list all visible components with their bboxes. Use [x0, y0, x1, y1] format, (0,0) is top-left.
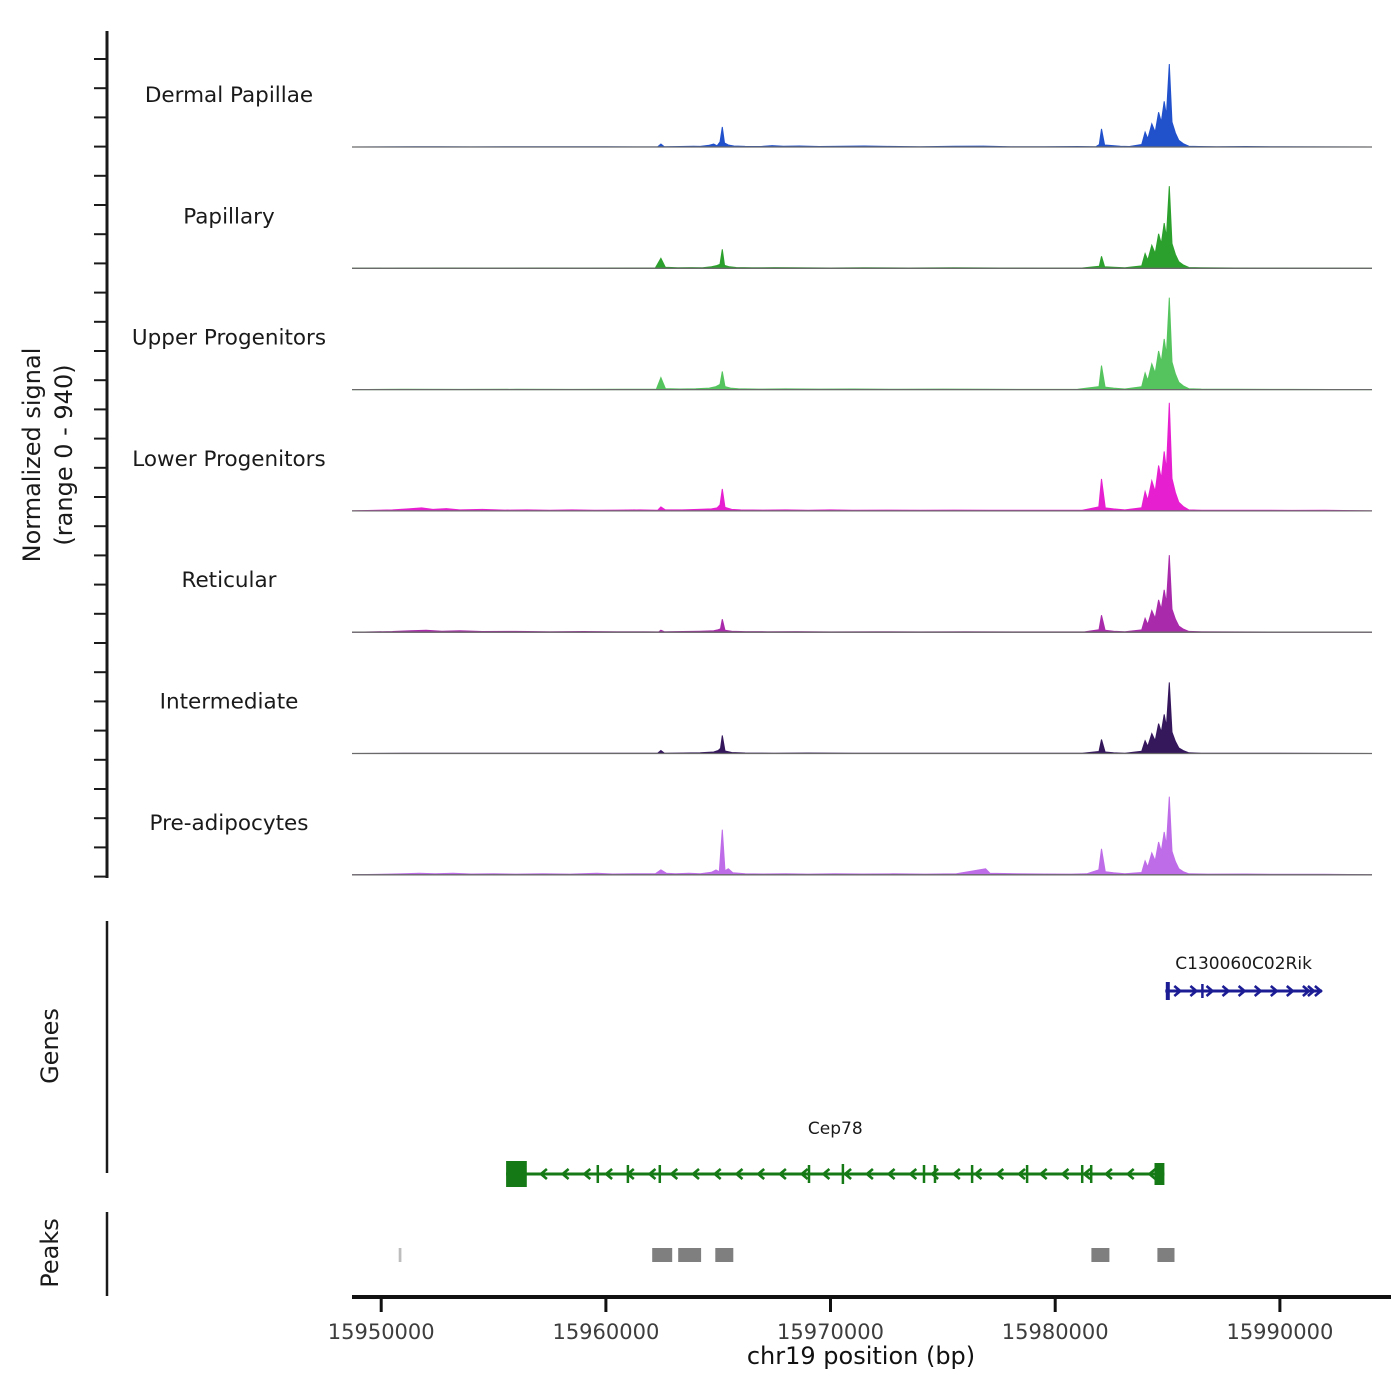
track-signal-area — [352, 186, 1372, 268]
gene-label-cep78: Cep78 — [807, 1119, 863, 1139]
gene-c130060c02rik — [1165, 954, 1322, 1000]
gene-label-c130060c02rik: C130060C02Rik — [1175, 954, 1312, 974]
track-pre-adipocytes — [150, 797, 1372, 875]
track-label-papillary: Papillary — [183, 204, 275, 230]
track-intermediate — [160, 682, 1372, 753]
x-axis-title: chr19 position (bp) — [746, 1342, 976, 1370]
peak-interval-box — [678, 1248, 701, 1262]
track-label-intermediate: Intermediate — [159, 689, 299, 715]
signal-y-axis — [94, 31, 107, 878]
track-reticular — [181, 555, 1372, 632]
track-signal-area — [352, 682, 1372, 753]
track-upper-progenitors — [132, 298, 1372, 390]
track-label-reticular: Reticular — [181, 568, 277, 594]
track-signal-area — [352, 298, 1372, 390]
gene-exon-box — [506, 1161, 527, 1187]
x-axis-tick-label: 15980000 — [1001, 1320, 1109, 1344]
track-label-dermal-papillae: Dermal Papillae — [144, 83, 314, 108]
peak-interval-box — [715, 1248, 733, 1262]
track-signal-area — [352, 64, 1372, 147]
gene-exon-box — [1166, 982, 1170, 1000]
track-label-upper-progenitors: Upper Progenitors — [131, 325, 327, 351]
track-lower-progenitors — [132, 403, 1372, 511]
y-axis-label-line2: (range 0 - 940) — [50, 364, 78, 546]
genes-section-label: Genes — [36, 1008, 64, 1084]
track-dermal-papillae — [145, 64, 1372, 147]
peak-interval-box — [399, 1248, 402, 1262]
x-axis-tick-label: 15990000 — [1226, 1320, 1334, 1344]
x-axis-tick-label: 15950000 — [327, 1320, 435, 1344]
track-papillary — [183, 186, 1372, 268]
peaks-section-label: Peaks — [36, 1218, 64, 1288]
track-label-pre-adipocytes: Pre-adipocytes — [149, 810, 309, 836]
x-axis — [328, 1297, 1391, 1344]
track-signal-area — [352, 403, 1372, 511]
track-signal-area — [352, 797, 1372, 875]
peak-interval-box — [652, 1248, 672, 1262]
gene-models — [506, 954, 1322, 1187]
peak-interval-box — [1091, 1248, 1109, 1262]
peak-intervals — [399, 1248, 1175, 1262]
track-label-lower-progenitors: Lower Progenitors — [132, 446, 326, 472]
x-axis-tick-label: 15970000 — [777, 1320, 884, 1344]
gene-cep78 — [506, 1119, 1164, 1187]
y-axis-label-line1: Normalized signal — [18, 347, 46, 563]
track-signal-area — [352, 555, 1372, 632]
x-axis-tick-label: 15960000 — [552, 1320, 660, 1344]
peak-interval-box — [1157, 1248, 1174, 1262]
signal-tracks — [132, 64, 1372, 875]
